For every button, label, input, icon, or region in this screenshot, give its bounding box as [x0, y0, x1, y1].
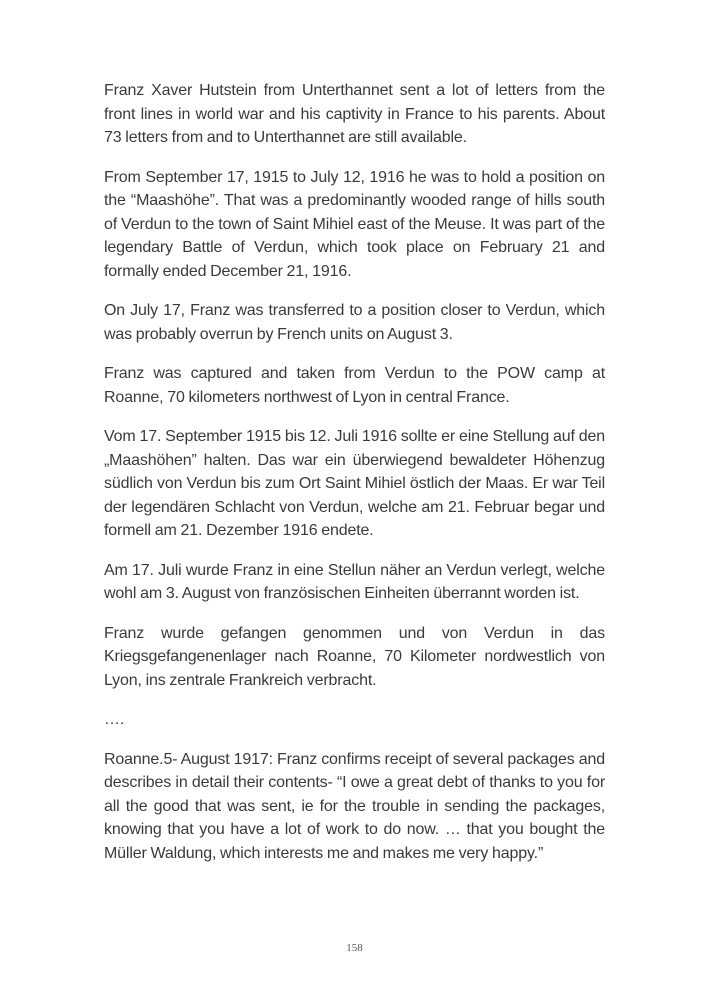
page-number: 158 — [346, 942, 363, 954]
paragraph-maashoehe-de: Vom 17. September 1915 bis 12. Juli 1916 sollte er eine Stellung auf den „Maashöhen” halten. Das war ein überwiegend bewaldeter Höhenzug südlich von Verdun bis zum Ort Saint Mihiel östlich der Maas. Er war Teil der legendären Schlacht von Verdun, welche am 21. Februar begar und formell am 21. Dezember 1916 endete. — [104, 428, 605, 539]
paragraph-transfer-de: Am 17. Juli wurde Franz in eine Stellun näher an Verdun verlegt, welche wohl am 3. August von französischen Einheiten überrannt worden ist. — [104, 561, 605, 602]
paragraph-maashoehe-en: From September 17, 1915 to July 12, 1916 he was to hold a position on the “Maashöhe”. That was a predominantly wooded range of hills south of Verdun to the town of Saint Mihiel east of the Meuse. It was part of the legendary Battle of Verdun, which took place on February 21 and formally ended December 21, 1916. — [104, 168, 605, 280]
paragraph-ellipsis: …. — [104, 711, 125, 728]
paragraph-captured-en: Franz was captured and taken from Verdun to the POW camp at Roanne, 70 kilometers northwest of Lyon in central France. — [104, 365, 605, 406]
page-body — [104, 79, 605, 881]
paragraph-transfer-en: On July 17, Franz was transferred to a position closer to Verdun, which was probably overrun by French units on August 3. — [104, 302, 605, 343]
paragraph-intro: Franz Xaver Hutstein from Unterthannet sent a lot of letters from the front lines in world war and his captivity in France to his parents. About 73 letters from and to Unterthannet are still available. — [104, 82, 605, 146]
paragraph-captured-de: Franz wurde gefangen genommen und von Verdun in das Kriegsgefangenenlager nach Roanne, 70 Kilometer nordwestlich von Lyon, ins zentrale Frankreich verbracht. — [104, 624, 605, 689]
paragraph-letter-roanne: Roanne.5- August 1917: Franz confirms receipt of several packages and describes in detail their contents- “I owe a great debt of thanks to you for all the good that was sent, ie for the trouble in sending the packages, knowing that you have a lot of work to do now. … that you bought the Müller Waldung, which interests me and makes me very happy.” — [104, 750, 605, 862]
